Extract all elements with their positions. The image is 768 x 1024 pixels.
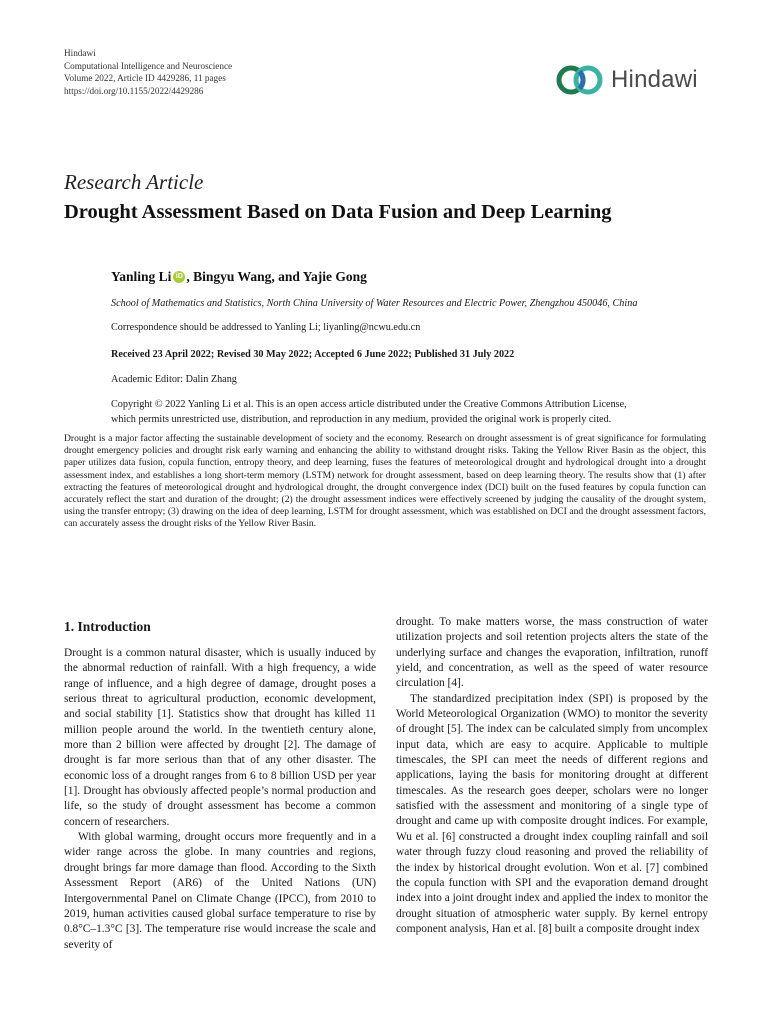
correspondence: Correspondence should be addressed to Yanling Li; liyanling@ncwu.edu.cn (111, 322, 421, 333)
left-column (64, 619, 376, 953)
other-authors: , Bingyu Wang, and Yajie Gong (186, 269, 367, 284)
doi-link[interactable]: https://doi.org/10.1155/2022/4429286 (64, 85, 204, 96)
body-paragraph: The standardized precipitation index (SPI) is proposed by the World Meteorological Organization (WMO) to monitor the severity of drought [5]. The index can be calculated simply from uncomplex input data, which are easy to acquire. Applicable to multiple timescales, the SPI can meet the needs of different regions and applications, laying the basis for monitoring drought at different timescales. As the research goes deeper, scholars were no longer satisfied with the assessment and monitoring of a single type of drought and came up with composite drought indices. For example, Wu et al. [6] constructed a drought index coupling rainfall and soil water through fuzzy cloud reasoning and proved the reliability of the index by historical drought evolution. Won et al. [7] combined the copula function with SPI and the evaporation demand drought index into a joint drought index and applied the index to monitor the drought situation of atmospheric water supply. By kernel entropy component analysis, Han et al. [8] built a composite drought index (396, 692, 708, 935)
academic-editor: Academic Editor: Dalin Zhang (111, 374, 237, 385)
affiliation: School of Mathematics and Statistics, North China University of Water Resources and Electric Power, Zhengzhou 450046, China (111, 298, 638, 309)
hindawi-logo-icon (555, 62, 605, 98)
abstract: Drought is a major factor affecting the sustainable development of society and the economy. Research on drought assessment is of great significance for formulating drought emergency policies and drought risk early warning and enhancing the ability to withstand drought risks. Taking the Yellow River Basin as the object, this paper utilizes data fusion, copula function, entropy theory, and deep learning, fuses the features of meteorological drought and hydrological drought into a drought assessment index, and establishes a long short-term memory (LSTM) network for drought assessment, based on deep learning theory. The results show that (1) after extracting the features of meteorological drought and hydrological drought, the drought convergence index (DCI) built on the fused features by copula function can accurately reflect the start and duration of the drought; (2) the drought assessment indices were effectively screened by judging the causality of the drought system, using the transfer entropy; (3) drawing on the idea of deep learning, LSTM for drought assessment, which was established on DCI and the drought assessment factors, can accurately assess the drought risks of the Yellow River Basin. (64, 433, 706, 530)
article-title: Drought Assessment Based on Data Fusion and Deep Learning (64, 201, 612, 223)
author-list (111, 269, 367, 285)
publisher-name: Hindawi (64, 48, 96, 58)
journal-header (64, 47, 232, 97)
body-paragraph: drought. To make matters worse, the mass construction of water utilization projects and soil retention projects alters the state of the underlying surface and changes the evaporation, infiltration, runoff yield, and concentration, as well as the speed of water resource circulation [4]. (396, 616, 708, 690)
volume-info: Volume 2022, Article ID 4429286, 11 pages (64, 73, 226, 83)
first-author[interactable]: Yanling Li (111, 269, 172, 284)
orcid-icon[interactable]: iD (173, 271, 185, 283)
copyright-line-1: Copyright © 2022 Yanling Li et al. This is an open access article distributed under the Creative Commons Attribution License, (111, 399, 627, 410)
hindawi-logo (555, 62, 705, 98)
copyright-notice (111, 397, 706, 427)
right-column (396, 615, 708, 937)
body-paragraph: With global warming, drought occurs more frequently and in a wider range across the globe. In many countries and regions, drought brings far more damage than flood. According to the Sixth Assessment Report (AR6) of the United Nations (UN) Intergovernmental Panel on Climate Change (IPCC), from 2010 to 2019, human activities caused global surface temperature to rise by 0.8°C–1.3°C [3]. The temperature rise would increase the scale and severity of (64, 831, 376, 951)
logo-wordmark: Hindawi (611, 66, 698, 93)
section-heading: 1. Introduction (64, 619, 151, 634)
publication-dates: Received 23 April 2022; Revised 30 May 2022; Accepted 6 June 2022; Published 31 July 2022 (111, 349, 515, 360)
body-paragraph: Drought is a common natural disaster, which is usually induced by the abnormal reduction of rainfall. With a high frequency, a wide range of influence, and a high degree of damage, drought poses a serious threat to agricultural production, economic development, and social stability [1]. Statistics show that drought has killed 11 million people around the world. In the twentieth century alone, more than 2 billion were affected by drought [2]. The damage of drought is far more serious than that of any other disaster. The economic loss of a drought ranges from 6 to 8 billion USD per year [1]. Drought has obviously affected people’s normal production and life, so the study of drought assessment has become a common concern of researchers. (64, 647, 376, 828)
journal-name: Computational Intelligence and Neuroscience (64, 60, 233, 71)
article-type: Research Article (64, 170, 204, 194)
copyright-line-2: which permits unrestricted use, distribution, and reproduction in any medium, provided the original work is properly cited. (111, 414, 612, 425)
